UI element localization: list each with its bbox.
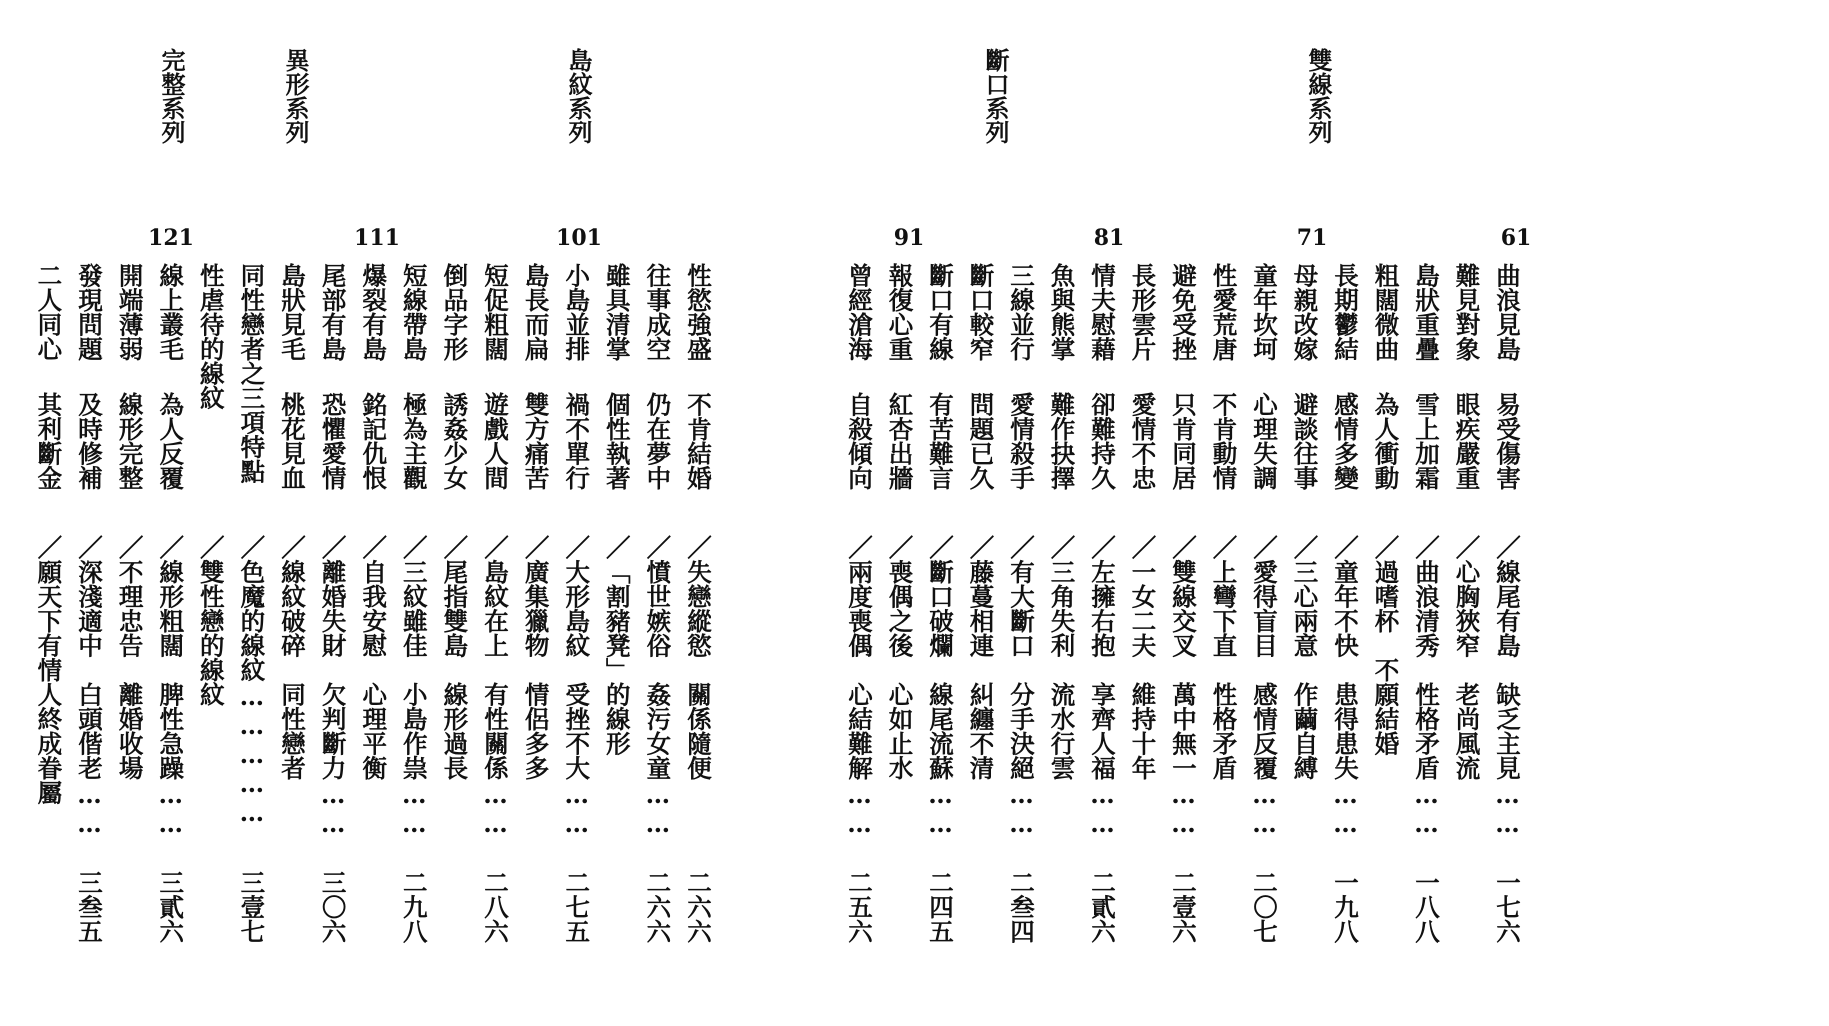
toc-entry-subtitle: 遊戲人間 xyxy=(481,392,510,490)
toc-entry-title: 斷口有線 xyxy=(926,263,955,361)
toc-entry-page: 三貳六 xyxy=(156,870,186,944)
toc-entry-title: 線上叢毛 xyxy=(156,263,186,361)
toc-entry-page: 三壹七 xyxy=(237,870,267,944)
toc-entry-detail: ／島紋在上 有性關係…… xyxy=(481,535,510,838)
page-number: 61 xyxy=(1500,225,1532,251)
toc-entry-page: 二七五 xyxy=(562,870,592,944)
toc-entry-detail: ／兩度喪偶 心結難解…… xyxy=(845,535,874,838)
toc-entry-title: 粗闊微曲 xyxy=(1371,263,1401,361)
toc-entry-subtitle: 恐懼愛情 xyxy=(318,392,348,490)
toc-entry-subtitle: 心理失調 xyxy=(1250,392,1279,490)
toc-entry-subtitle: 卻難持久 xyxy=(1088,392,1117,490)
toc-entry-detail: ／三角失利 流水行雲 xyxy=(1047,535,1077,780)
toc-entry-subtitle: 不肯動情 xyxy=(1209,392,1239,490)
toc-entry-detail: ／尾指雙島 線形過長 xyxy=(440,535,470,780)
toc-entry-detail: ／曲浪清秀 性格矛盾…… xyxy=(1412,535,1441,838)
toc-entry-subtitle: 誘姦少女 xyxy=(440,392,470,490)
section-heading-double-line: 雙線系列 xyxy=(1304,48,1333,144)
toc-entry-title: 尾部有島 xyxy=(318,263,348,361)
toc-entry-detail: ／雙線交叉 萬中無一…… xyxy=(1169,535,1198,838)
toc-entry-title: 情夫慰藉 xyxy=(1088,263,1117,361)
toc-entry-title: 曲浪見島 xyxy=(1493,263,1522,361)
toc-entry-subtitle: 桃花見血 xyxy=(278,392,307,490)
toc-entry-detail: ／廣集獵物 情侶多多 xyxy=(521,535,551,780)
toc-entry-detail: ／藤蔓相連 糾纏不清 xyxy=(966,535,996,780)
toc-entry-title: 島狀重疊 xyxy=(1412,263,1441,361)
page-number: 81 xyxy=(1093,225,1125,251)
toc-entry-page: 二六六 xyxy=(684,870,713,944)
toc-entry-title: 島長而扁 xyxy=(521,263,551,361)
toc-entry-page: 二五六 xyxy=(845,870,874,944)
toc-entry-subtitle: 禍不單行 xyxy=(562,392,592,490)
toc-entry-title: 難見對象 xyxy=(1452,263,1482,361)
section-heading-broken: 斷口系列 xyxy=(981,48,1010,144)
toc-entry-title: 魚與熊掌 xyxy=(1047,263,1077,361)
toc-entry-page: 一八八 xyxy=(1412,870,1441,944)
toc-entry-title: 雖具清掌 xyxy=(602,263,632,361)
toc-entry-title: 曾經滄海 xyxy=(845,263,874,361)
right-page xyxy=(845,0,1829,1026)
toc-entry-page: 一九八 xyxy=(1331,870,1360,944)
page-number: 91 xyxy=(893,225,925,251)
toc-entry-title: 爆裂有島 xyxy=(359,263,389,361)
toc-entry-detail: ／雙性戀的線紋 xyxy=(196,535,226,707)
toc-entry-detail: ／左擁右抱 享齊人福…… xyxy=(1088,535,1117,838)
toc-entry-detail: ／上彎下直 性格矛盾 xyxy=(1209,535,1239,780)
toc-entry-page: 二貳六 xyxy=(1088,870,1117,944)
toc-entry-page: 二〇七 xyxy=(1250,870,1279,944)
toc-entry-title: 母親改嫁 xyxy=(1290,263,1320,361)
page-number: 111 xyxy=(354,225,400,251)
toc-entry-detail: ／憤世嫉俗 姦污女童…… xyxy=(643,535,673,838)
toc-entry-title: 短線帶島 xyxy=(399,263,429,361)
toc-entry-detail: ／一女二夫 維持十年 xyxy=(1128,535,1158,780)
toc-entry-title: 童年坎坷 xyxy=(1250,263,1279,361)
toc-entry-page: 二四五 xyxy=(926,870,955,944)
toc-entry-page: 二六六 xyxy=(643,870,673,944)
toc-entry-title: 性慾強盛 xyxy=(684,263,713,361)
toc-entry-subtitle: 眼疾嚴重 xyxy=(1452,392,1482,490)
toc-entry-subtitle: 仍在夢中 xyxy=(643,392,673,490)
toc-entry-title: 短促粗闊 xyxy=(481,263,510,361)
toc-entry-title: 倒品字形 xyxy=(440,263,470,361)
toc-entry-title: 同性戀者之三項特點 xyxy=(237,263,267,484)
toc-entry-subtitle: 為人衝動 xyxy=(1371,392,1401,490)
toc-entry-page: 二壹六 xyxy=(1169,870,1198,944)
toc-entry-title: 二人同心 xyxy=(34,263,64,361)
toc-entry-page: 二叁四 xyxy=(1007,870,1036,944)
toc-entry-detail: ／三紋雖佳 小島作祟…… xyxy=(399,535,429,838)
toc-entry-title: 島狀見毛 xyxy=(278,263,307,361)
toc-entry-title: 長期鬱結 xyxy=(1331,263,1360,361)
toc-entry-title: 發現問題 xyxy=(75,263,104,361)
toc-entry-detail: ／三心兩意 作繭自縛 xyxy=(1290,535,1320,780)
toc-entry-subtitle: 為人反覆 xyxy=(156,392,186,490)
toc-entry-page: 二九八 xyxy=(399,870,429,944)
toc-entry-subtitle: 極為主觀 xyxy=(399,392,429,490)
toc-entry-title: 往事成空 xyxy=(643,263,673,361)
toc-entry-subtitle: 難作抉擇 xyxy=(1047,392,1077,490)
toc-entry-title: 斷口較窄 xyxy=(966,263,996,361)
toc-entry-title: 避免受挫 xyxy=(1169,263,1198,361)
toc-entry-title: 開端薄弱 xyxy=(115,263,145,361)
toc-entry-detail: ／心胸狹窄 老尚風流 xyxy=(1452,535,1482,780)
toc-entry-subtitle: 個性執著 xyxy=(602,392,632,490)
toc-entry-detail: ／自我安慰 心理平衡 xyxy=(359,535,389,780)
section-heading-island: 島紋系列 xyxy=(564,48,593,144)
toc-entry-subtitle: 線形完整 xyxy=(115,392,145,490)
toc-entry-subtitle: 愛情殺手 xyxy=(1007,392,1036,490)
page-number: 101 xyxy=(556,225,602,251)
toc-entry-subtitle: 愛情不忠 xyxy=(1128,392,1158,490)
toc-entry-subtitle: 自殺傾向 xyxy=(845,392,874,490)
page-number: 121 xyxy=(148,225,194,251)
toc-entry-detail: ／線形粗闊 脾性急躁…… xyxy=(156,535,186,838)
toc-entry-detail: ／深淺適中 白頭偕老…… xyxy=(75,535,104,838)
toc-entry-title: 性虐待的線紋 xyxy=(196,263,226,410)
toc-entry-detail: ／線紋破碎 同性戀者 xyxy=(278,535,307,780)
toc-entry-subtitle: 雙方痛苦 xyxy=(521,392,551,490)
toc-entry-detail: ／喪偶之後 心如止水 xyxy=(885,535,915,780)
toc-entry-subtitle: 其利斷金 xyxy=(34,392,64,490)
toc-entry-detail: ／線尾有島 缺乏主見…… xyxy=(1493,535,1522,838)
toc-entry-subtitle: 不肯結婚 xyxy=(684,392,713,490)
toc-entry-detail: ／過嗜杯 不願結婚 xyxy=(1371,535,1401,756)
toc-entry-page: 三叁五 xyxy=(75,870,104,944)
toc-entry-page: 一七六 xyxy=(1493,870,1522,944)
section-heading-irregular: 異形系列 xyxy=(281,48,310,144)
toc-entry-subtitle: 有苦難言 xyxy=(926,392,955,490)
toc-entry-detail: ／有大斷口 分手決絕…… xyxy=(1007,535,1036,838)
toc-entry-page: 三〇六 xyxy=(318,870,348,944)
toc-entry-subtitle: 紅杏出牆 xyxy=(885,392,915,490)
left-page xyxy=(0,0,914,1026)
toc-entry-subtitle: 感情多變 xyxy=(1331,392,1360,490)
toc-entry-subtitle: 避談往事 xyxy=(1290,392,1320,490)
toc-entry-title: 報復心重 xyxy=(885,263,915,361)
page-number: 71 xyxy=(1296,225,1328,251)
toc-entry-detail: ／失戀縱慾 關係隨便 xyxy=(684,535,713,780)
toc-entry-detail: ／離婚失財 欠判斷力…… xyxy=(318,535,348,838)
toc-entry-subtitle: 及時修補 xyxy=(75,392,104,490)
toc-entry-title: 性愛荒唐 xyxy=(1209,263,1239,361)
toc-entry-detail: ／斷口破爛 線尾流蘇…… xyxy=(926,535,955,838)
toc-entry-detail: ／大形島紋 受挫不大…… xyxy=(562,535,592,838)
toc-entry-subtitle: 銘記仇恨 xyxy=(359,392,389,490)
toc-entry-detail: ／愛得盲目 感情反覆…… xyxy=(1250,535,1279,838)
toc-entry-detail: ／願天下有情人終成眷屬 xyxy=(34,535,64,805)
section-heading-complete: 完整系列 xyxy=(157,48,186,144)
toc-entry-title: 三線並行 xyxy=(1007,263,1036,361)
toc-entry-subtitle: 只肯同居 xyxy=(1169,392,1198,490)
toc-entry-title: 長形雲片 xyxy=(1128,263,1158,361)
toc-entry-subtitle: 問題已久 xyxy=(966,392,996,490)
toc-entry-detail: ／童年不快 患得患失…… xyxy=(1331,535,1360,838)
toc-entry-page: 二八六 xyxy=(481,870,510,944)
toc-entry-detail: ／「割豬凳」的線形 xyxy=(602,535,632,756)
toc-entry-subtitle: 雪上加霜 xyxy=(1412,392,1441,490)
toc-entry-title: 小島並排 xyxy=(562,263,592,361)
toc-entry-detail: ／不理忠告 離婚收場 xyxy=(115,535,145,780)
toc-entry-detail: ／色魔的線紋…………… xyxy=(237,535,267,827)
toc-entry-subtitle: 易受傷害 xyxy=(1493,392,1522,490)
